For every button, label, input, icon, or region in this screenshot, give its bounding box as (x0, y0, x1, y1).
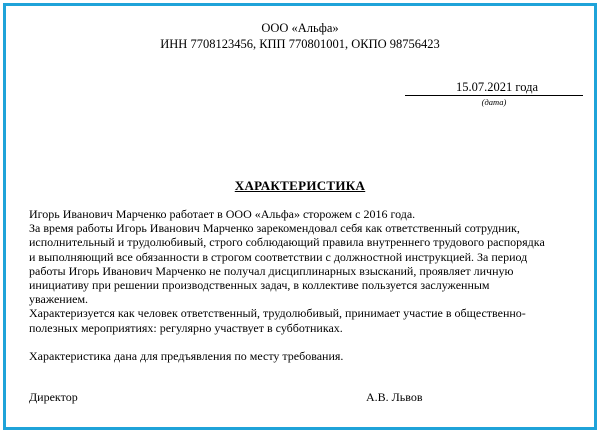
body-line: Характеризуется как человек ответственный, трудолюбивый, принимает участие в общественно- (29, 306, 526, 321)
organization-name: ООО «Альфа» (261, 21, 339, 35)
body-line: полезных мероприятиях: регулярно участвует в субботниках. (29, 320, 343, 335)
document-body (29, 207, 574, 363)
body-line: уважением. (29, 292, 89, 307)
document-date: 15.07.2021 года (405, 80, 583, 96)
paragraph-gap (29, 335, 574, 349)
signer-name: А.В. Львов (366, 390, 423, 404)
signer-position: Директор (29, 390, 78, 404)
body-line: работы Игорь Иванович Марченко не получал дисциплинарных взысканий, проявляет личную (29, 263, 514, 278)
closing-line: Характеристика дана для предъявления по месту требования. (29, 348, 344, 363)
body-line: инициативу при решении производственных задач, в коллективе пользуется заслуженным (29, 278, 490, 293)
organization-codes: ИНН 7708123456, КПП 770801001, ОКПО 98756423 (160, 37, 440, 51)
body-line: и выполняющий все обязанности в строгом соответствии с должностной инструкцией. За период (29, 249, 528, 264)
date-block (405, 80, 583, 108)
date-caption: (дата) (481, 97, 507, 107)
body-line: исполнительный и трудолюбивый, строго соблюдающий правила внутреннего трудового распорядка (29, 235, 545, 250)
body-line: Игорь Иванович Марченко работает в ООО «Альфа» сторожем с 2016 года. (29, 207, 416, 221)
document-title: ХАРАКТЕРИСТИКА (234, 178, 366, 193)
body-line: За время работы Игорь Иванович Марченко зарекомендовал себя как ответственный сотрудник, (29, 221, 520, 236)
